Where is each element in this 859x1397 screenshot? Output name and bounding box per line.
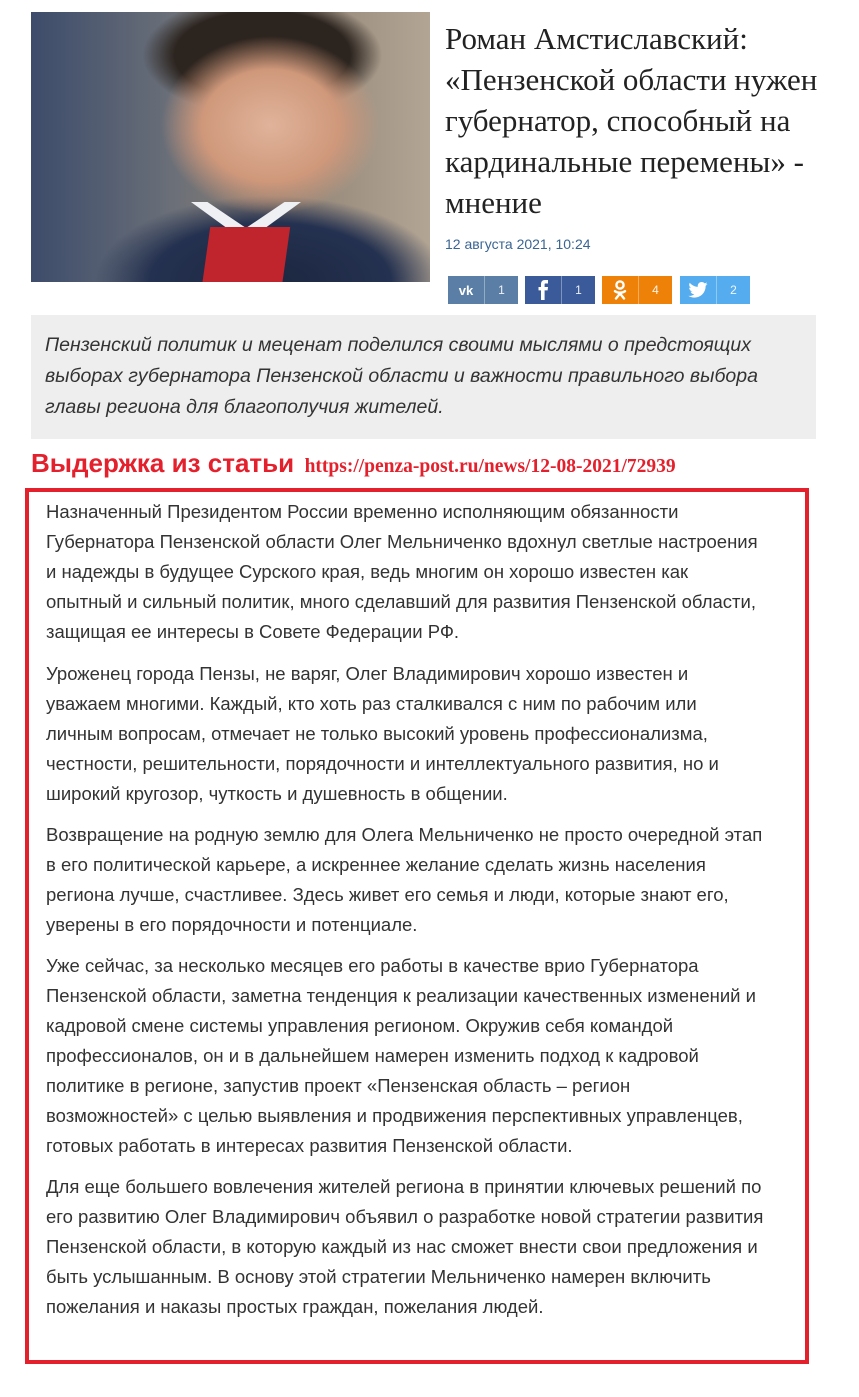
excerpt-header — [31, 448, 676, 479]
photo-sweater — [202, 227, 290, 282]
odnoklassniki-icon — [602, 276, 638, 304]
body-paragraph: Для еще большего вовлечения жителей региона в принятии ключевых решений по его развитию Олег Владимирович объявил о разработке новой стратегии развития Пензенской области, в которую каждый из нас сможет внести свои предложения и быть услышанным. В основу этой стратегии Мельниченко намерен включить пожелания и наказы простых граждан, пожелания людей. — [46, 1176, 764, 1317]
share-odnoklassniki-button[interactable] — [602, 276, 672, 304]
vk-icon — [448, 276, 484, 304]
article-date: 12 августа 2021, 10:24 — [445, 236, 591, 252]
article-photo — [31, 12, 430, 282]
body-paragraph: Уже сейчас, за несколько месяцев его работы в качестве врио Губернатора Пензенской области, заметна тенденция к реализации качественных изменений и кадровой смене системы управления регионом. Окружив себя командой профессионалов, он и в дальнейшем намерен изменить подход к кадровой политике в регионе, запустив проект «Пензенская область – регион возможностей» с целью выявления и продвижения перспективных управленцев, готовых работать в интересах развития Пензенской области. — [46, 955, 756, 1156]
body-paragraph: Уроженец города Пензы, не варяг, Олег Владимирович хорошо известен и уважаем многими. Каждый, кто хоть раз сталкивался с ним по рабочим или личным вопросам, отмечает не только высокий уровень профессионализма, честности, решительности, порядочности и интеллектуального развития, но и широкий кругозор, чуткость и душевность в общении. — [46, 663, 719, 804]
twitter-icon — [680, 276, 716, 304]
article-title: Роман Амстиславский: «Пензенской области нужен губернатор, способный на кардинальные перемены» - мнение — [445, 21, 818, 220]
share-vk-count: 1 — [484, 276, 518, 304]
facebook-icon — [525, 276, 561, 304]
svg-text:vk: vk — [458, 284, 474, 296]
share-twitter-button[interactable] — [680, 276, 750, 304]
share-twitter-count: 2 — [716, 276, 750, 304]
excerpt-url[interactable]: https://penza-post.ru/news/12-08-2021/72939 — [304, 456, 676, 477]
share-vk-button[interactable] — [448, 276, 518, 304]
excerpt-label: Выдержка из статьи — [31, 448, 295, 478]
share-facebook-button[interactable] — [525, 276, 595, 304]
share-facebook-count: 1 — [561, 276, 595, 304]
share-odnoklassniki-count: 4 — [638, 276, 672, 304]
article-lead: Пензенский политик и меценат поделился своими мыслями о предстоящих выборах губернатора Пензенской области и важности правильного выбора главы региона для благополучия жителей. — [31, 315, 816, 439]
excerpt-box — [25, 488, 809, 1364]
body-paragraph: Возвращение на родную землю для Олега Мельниченко не просто очередной этап в его политической карьере, а искреннее желание сделать жизнь населения региона лучше, счастливее. Здесь живет его семья и люди, которые знают его, уверены в его порядочности и потенциале. — [46, 824, 763, 935]
body-paragraph: Назначенный Президентом России временно исполняющим обязанности Губернатора Пензенской области Олег Мельниченко вдохнул светлые настроения и надежды в будущее Сурского края, ведь многим он хорошо известен как опытный и сильный политик, много сделавший для развития Пензенской области, защищая ее интересы в Совете Федерации РФ. — [46, 501, 758, 642]
